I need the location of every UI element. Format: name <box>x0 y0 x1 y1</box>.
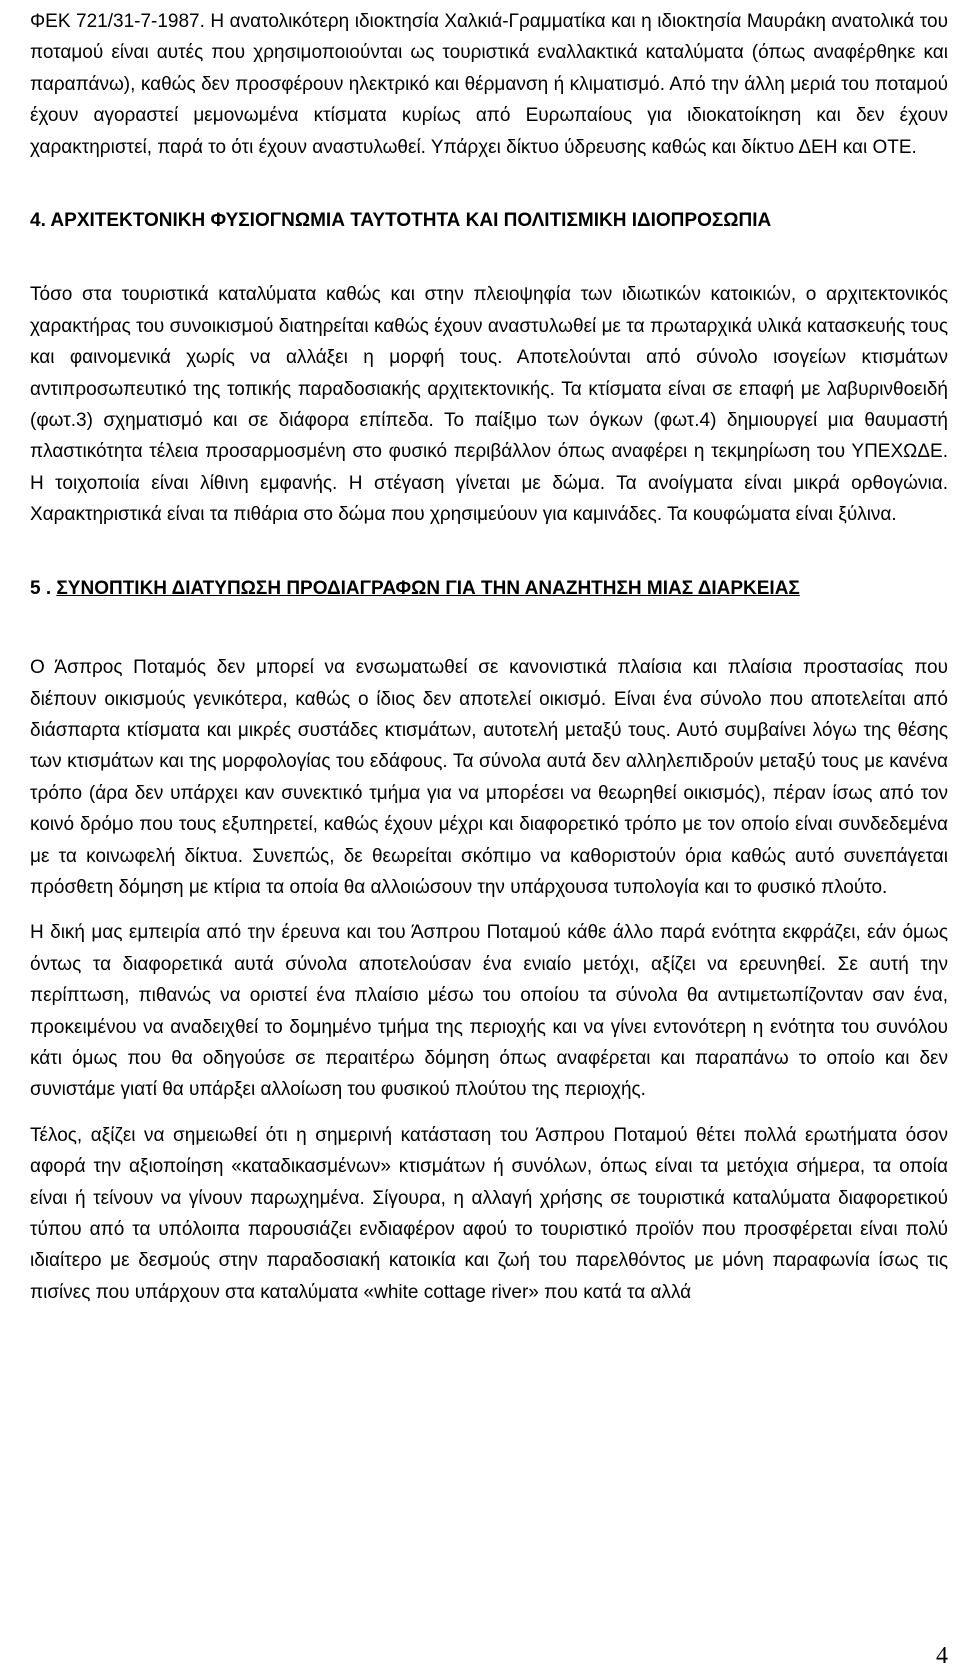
section-5-title: ΣΥΝΟΠΤΙΚΗ ΔΙΑΤΥΠΩΣΗ ΠΡΟΔΙΑΓΡΑΦΩΝ ΓΙΑ ΤΗΝ ΑΝΑΖΗΤΗΣΗ ΜΙΑΣ ΔΙΑΡΚΕΙΑΣ <box>56 577 800 599</box>
document-page <box>30 0 948 1308</box>
section-5-number: 5 . <box>30 577 52 599</box>
section-4-heading: 4. ΑΡΧΙΤΕΚΤΟΝΙΚΗ ΦΥΣΙΟΓΝΩΜΙΑ ΤΑΥΤΟΤΗΤΑ ΚΑΙ ΠΟΛΙΤΙΣΜΙΚΗ ΙΔΙΟΠΡΟΣΩΠΙΑ <box>30 210 772 232</box>
page-number: 4 <box>936 1643 948 1669</box>
section-5-paragraph-1: Ο Άσπρος Ποταμός δεν μπορεί να ενσωματωθεί σε κανονιστικά πλαίσια και πλαίσια προστασίας που διέπουν οικισμούς γενικότερα, καθώς ο ίδιος δεν αποτελεί οικισμό. Είναι ένα σύνολο που αποτελείται από διάσπαρτα κτίσματα και μικρές συστάδες κτισμάτων, αυτοτελή μεταξύ τους. Αυτό συμβαίνει λόγω της θέσης των κτισμάτων και της μορφολογίας του εδάφους. Τα σύνολα αυτά δεν αλληλεπιδρούν μεταξύ τους με κανένα τρόπο (άρα δεν υπάρχει καν συνεκτικό τμήμα για να μπορέσει να θεωρηθεί οικισμός), πέραν ίσως από τον κοινό δρόμο που τους εξυπηρετεί, καθώς έχουν μέχρι και διαφορετικό τρόπο με τον οποίο είναι συνδεδεμένα με τα κοινωφελή δίκτυα. Συνεπώς, δε θεωρείται σκόπιμο να καθοριστούν όρια καθώς αυτό συνεπάγεται πρόσθετη δόμηση με κτίρια τα οποία θα αλλοιώσουν την υπάρχουσα τυπολογία και το φυσικό πλούτο. <box>30 657 948 898</box>
section-5-paragraph-3: Τέλος, αξίζει να σημειωθεί ότι η σημερινή κατάσταση του Άσπρου Ποταμού θέτει πολλά ερωτήματα όσον αφορά την αξιοποίηση «καταδικασμένων» κτισμάτων ή συνόλων, όπως είναι τα μετόχια σήμερα, τα οποία είναι ή τείνουν να γίνουν παρωχημένα. Σίγουρα, η αλλαγή χρήσης σε τουριστικά καταλύματα διαφορετικού τύπου από τα υπόλοιπα παρουσιάζει ενδιαφέρον αφού το τουριστικό προϊόν που προσφέρεται είναι πολύ ιδιαίτερο με δεσμούς στην παραδοσιακή κατοικία και ζωή του παρελθόντος με μόνη παραφωνία ίσως τις πισίνες που υπάρχουν στα καταλύματα «white cottage river» που κατά τα αλλά <box>30 1124 948 1303</box>
section-4-paragraph: Τόσο στα τουριστικά καταλύματα καθώς και στην πλειοψηφία των ιδιωτικών κατοικιών, ο αρχιτεκτονικός χαρακτήρας του συνοικισμού διατηρείται καθώς έχουν αναστυλωθεί με τα πρωταρχικά υλικά κατασκευής τους και φαινομενικά χωρίς να αλλάξει η μορφή τους. Αποτελούνται από σύνολο ισογείων κτισμάτων αντιπροσωπευτικό της τοπικής παραδοσιακής αρχιτεκτονικής. Τα κτίσματα είναι σε επαφή με λαβυρινθοειδή (φωτ.3) σχηματισμό και σε διάφορα επίπεδα. Το παίξιμο των όγκων (φωτ.4) δημιουργεί μια θαυμαστή πλαστικότητα τέλεια προσαρμοσμένη στο φυσικό περιβάλλον όπως αναφέρει η τεκμηρίωση του ΥΠΕΧΩΔΕ. Η τοιχοποιία είναι λίθινη εμφανής. Η στέγαση γίνεται με δώμα. Τα ανοίγματα είναι μικρά ορθογώνια. Χαρακτηριστικά είναι τα πιθάρια στο δώμα που χρησιμεύουν για καμινάδες. Τα κουφώματα είναι ξύλινα. <box>30 284 948 526</box>
section-5-paragraph-2: Η δική μας εμπειρία από την έρευνα και του Άσπρου Ποταμού κάθε άλλο παρά ενότητα εκφράζει, εάν όμως όντως τα διαφορετικά αυτά σύνολα αποτελούσαν ένα ενιαίο μετόχι, αξίζει να ερευνηθεί. Σε αυτή την περίπτωση, πιθανώς να οριστεί ένα πλαίσιο μέσω του οποίου τα σύνολα θα αντιμετωπίζονταν σαν ένα, προκειμένου να αναδειχθεί το δομημένο τμήμα της περιοχής και να γίνει εντονότερη η ενότητα του συνόλου κάτι όμως που θα οδηγούσε σε περαιτέρω δόμηση όπως αναφέρεται και παραπάνω το οποίο και δεν συνιστάμε γιατί θα υπάρξει αλλοίωση του φυσικού πλούτου της περιοχής. <box>30 922 948 1101</box>
intro-paragraph: ΦΕΚ 721/31-7-1987. Η ανατολικότερη ιδιοκτησία Χαλκιά-Γραμματίκα και η ιδιοκτησία Μαυράκη ανατολικά του ποταμού είναι αυτές που χρησιμοποιούνται ως τουριστικά εναλλακτικά καταλύματα (όπως αναφέρθηκε και παραπάνω), καθώς δεν προσφέρουν ηλεκτρικό και θέρμανση ή κλιματισμό. Από την άλλη μεριά του ποταμού έχουν αγοραστεί μεμονωμένα κτίσματα κυρίως από Ευρωπαίους για ιδιοκατοίκηση και δεν έχουν χαρακτηριστεί, παρά το ότι έχουν αναστυλωθεί. Υπάρχει δίκτυο ύδρευσης καθώς και δίκτυο ΔΕΗ και ΟΤΕ. <box>30 11 948 158</box>
section-5-heading <box>30 573 948 604</box>
